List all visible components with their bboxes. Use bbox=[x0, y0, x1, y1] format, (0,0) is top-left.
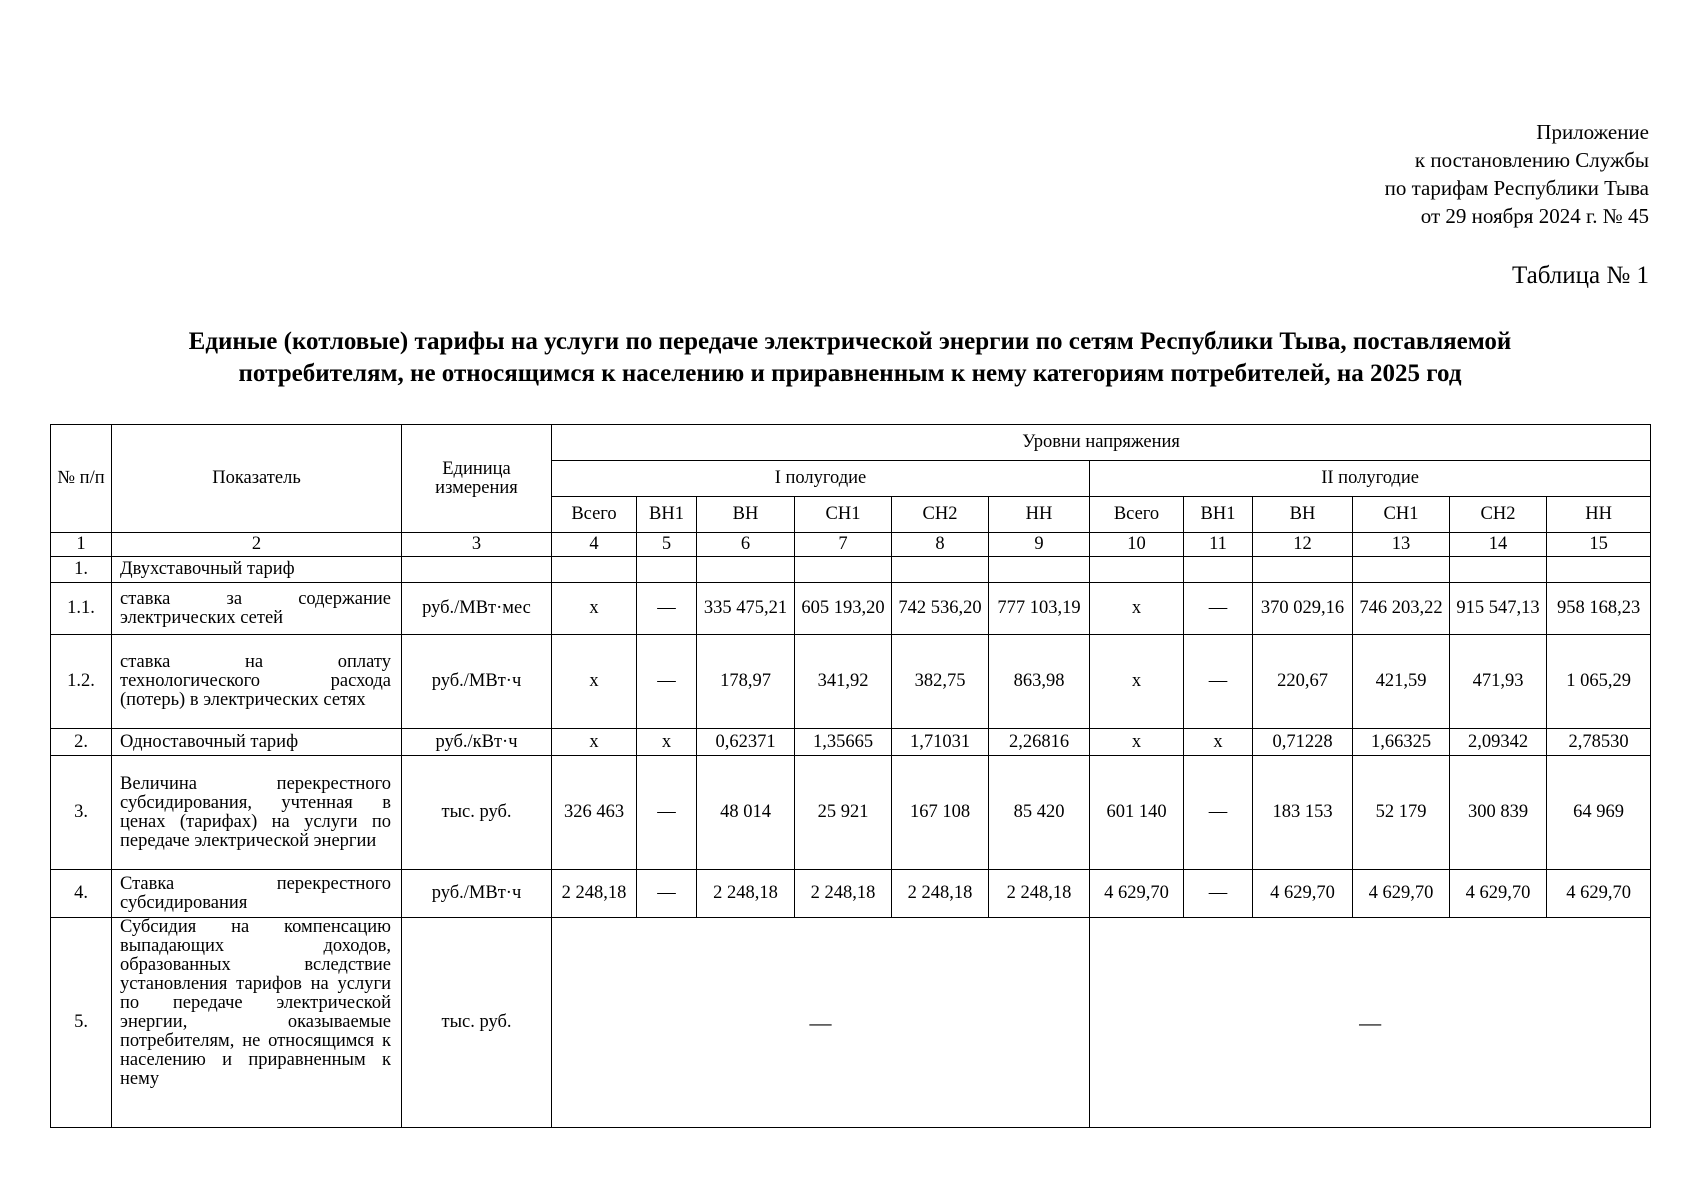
value-cell: 326 463 bbox=[552, 756, 637, 870]
value-cell: 601 140 bbox=[1090, 756, 1184, 870]
row-indicator: Одноставочный тариф bbox=[112, 729, 402, 756]
appendix-line: от 29 ноября 2024 г. № 45 bbox=[1420, 204, 1649, 228]
value-cell: 52 179 bbox=[1353, 756, 1450, 870]
value-cell: 85 420 bbox=[989, 756, 1090, 870]
header-unit: Единица измерения bbox=[402, 425, 552, 533]
appendix-line: Приложение bbox=[1536, 120, 1649, 144]
level-header: НН bbox=[989, 497, 1090, 533]
level-header: ВН bbox=[1253, 497, 1353, 533]
column-number: 2 bbox=[112, 533, 402, 557]
value-cell: 0,71228 bbox=[1253, 729, 1353, 756]
value-cell bbox=[552, 557, 637, 583]
value-cell: 421,59 bbox=[1353, 635, 1450, 729]
value-cell: 4 629,70 bbox=[1450, 870, 1547, 918]
value-cell bbox=[1450, 557, 1547, 583]
column-number: 12 bbox=[1253, 533, 1353, 557]
value-cell: — bbox=[1184, 756, 1253, 870]
value-cell: 4 629,70 bbox=[1353, 870, 1450, 918]
row-unit: руб./МВт·ч bbox=[402, 870, 552, 918]
row-number: 1.2. bbox=[51, 635, 112, 729]
value-cell: 2,09342 bbox=[1450, 729, 1547, 756]
column-number: 6 bbox=[697, 533, 795, 557]
row-number: 1. bbox=[51, 557, 112, 583]
value-cell: х bbox=[1090, 583, 1184, 635]
column-number: 4 bbox=[552, 533, 637, 557]
value-cell bbox=[892, 557, 989, 583]
column-number: 8 bbox=[892, 533, 989, 557]
value-cell: х bbox=[637, 729, 697, 756]
value-cell: 958 168,23 bbox=[1547, 583, 1651, 635]
row-unit: руб./МВт·мес bbox=[402, 583, 552, 635]
value-cell bbox=[1184, 557, 1253, 583]
value-cell: 742 536,20 bbox=[892, 583, 989, 635]
level-header: СН1 bbox=[1353, 497, 1450, 533]
value-cell: 2,26816 bbox=[989, 729, 1090, 756]
value-cell: 4 629,70 bbox=[1090, 870, 1184, 918]
table-row bbox=[51, 756, 1651, 870]
row-number: 2. bbox=[51, 729, 112, 756]
header-num: № п/п bbox=[51, 425, 112, 533]
row-indicator bbox=[112, 918, 402, 1128]
value-cell: 220,67 bbox=[1253, 635, 1353, 729]
column-number: 3 bbox=[402, 533, 552, 557]
tariff-table bbox=[50, 424, 1651, 1128]
value-cell bbox=[637, 557, 697, 583]
document-title bbox=[50, 326, 1650, 390]
row-unit: руб./МВт·ч bbox=[402, 635, 552, 729]
value-cell: 746 203,22 bbox=[1353, 583, 1450, 635]
value-cell: 863,98 bbox=[989, 635, 1090, 729]
value-cell: 48 014 bbox=[697, 756, 795, 870]
row-number: 1.1. bbox=[51, 583, 112, 635]
value-cell: — bbox=[1184, 583, 1253, 635]
header-half1: I полугодие bbox=[552, 461, 1090, 497]
table-row bbox=[51, 918, 1651, 1128]
level-header: Всего bbox=[552, 497, 637, 533]
value-cell: 605 193,20 bbox=[795, 583, 892, 635]
value-cell bbox=[1353, 557, 1450, 583]
value-cell: — bbox=[637, 583, 697, 635]
appendix-line: по тарифам Республики Тыва bbox=[1384, 176, 1649, 200]
value-cell: 2,78530 bbox=[1547, 729, 1651, 756]
row-indicator: ставка на оплату технологического расхода (потерь) в электрических сетях bbox=[112, 635, 402, 729]
value-cell: 2 248,18 bbox=[892, 870, 989, 918]
value-cell: х bbox=[552, 729, 637, 756]
level-header: Всего bbox=[1090, 497, 1184, 533]
row-indicator: Величина перекрестного субсидирования, учтенная в ценах (тарифах) на услуги по передаче электрической энергии bbox=[112, 756, 402, 870]
level-header: НН bbox=[1547, 497, 1651, 533]
value-cell bbox=[1253, 557, 1353, 583]
column-number: 10 bbox=[1090, 533, 1184, 557]
value-cell: — bbox=[1184, 870, 1253, 918]
value-cell: х bbox=[1090, 635, 1184, 729]
row-number: 5. bbox=[51, 918, 112, 1128]
value-cell: 2 248,18 bbox=[795, 870, 892, 918]
column-number: 14 bbox=[1450, 533, 1547, 557]
value-cell bbox=[1547, 557, 1651, 583]
level-header: СН1 bbox=[795, 497, 892, 533]
column-number: 13 bbox=[1353, 533, 1450, 557]
column-number: 11 bbox=[1184, 533, 1253, 557]
header-voltage-levels: Уровни напряжения bbox=[552, 425, 1651, 461]
value-cell: 2 248,18 bbox=[552, 870, 637, 918]
level-header: ВН bbox=[697, 497, 795, 533]
value-cell: 178,97 bbox=[697, 635, 795, 729]
value-cell: 1 065,29 bbox=[1547, 635, 1651, 729]
value-cell: 915 547,13 bbox=[1450, 583, 1547, 635]
half1-merged-value: — bbox=[552, 918, 1090, 1128]
value-cell: 4 629,70 bbox=[1547, 870, 1651, 918]
value-cell bbox=[1090, 557, 1184, 583]
value-cell: 341,92 bbox=[795, 635, 892, 729]
value-cell: — bbox=[637, 870, 697, 918]
value-cell: 64 969 bbox=[1547, 756, 1651, 870]
value-cell: 183 153 bbox=[1253, 756, 1353, 870]
value-cell: х bbox=[1090, 729, 1184, 756]
value-cell: — bbox=[1184, 635, 1253, 729]
table-number: Таблица № 1 bbox=[1511, 262, 1649, 289]
column-number: 1 bbox=[51, 533, 112, 557]
value-cell: 382,75 bbox=[892, 635, 989, 729]
value-cell bbox=[795, 557, 892, 583]
level-header: ВН1 bbox=[637, 497, 697, 533]
value-cell: — bbox=[637, 756, 697, 870]
value-cell: 335 475,21 bbox=[697, 583, 795, 635]
value-cell: 4 629,70 bbox=[1253, 870, 1353, 918]
row-number: 3. bbox=[51, 756, 112, 870]
half2-merged-value: — bbox=[1090, 918, 1651, 1128]
row-unit: руб./кВт·ч bbox=[402, 729, 552, 756]
value-cell bbox=[697, 557, 795, 583]
value-cell: 25 921 bbox=[795, 756, 892, 870]
level-header: СН2 bbox=[892, 497, 989, 533]
row-indicator: Ставка перекрестного субсидирования bbox=[112, 870, 402, 918]
table-row bbox=[51, 635, 1651, 729]
table-row bbox=[51, 557, 1651, 583]
level-header: СН2 bbox=[1450, 497, 1547, 533]
row-unit bbox=[402, 557, 552, 583]
title-line: потребителям, не относящимся к населению и приравненным к нему категориям потребителей, на 2025 год bbox=[238, 360, 1462, 387]
table-row bbox=[51, 583, 1651, 635]
header-indicator: Показатель bbox=[112, 425, 402, 533]
value-cell: 370 029,16 bbox=[1253, 583, 1353, 635]
row-number: 4. bbox=[51, 870, 112, 918]
column-number: 15 bbox=[1547, 533, 1651, 557]
column-number: 7 bbox=[795, 533, 892, 557]
value-cell: — bbox=[637, 635, 697, 729]
row-indicator: Двухставочный тариф bbox=[112, 557, 402, 583]
value-cell: х bbox=[1184, 729, 1253, 756]
appendix-header bbox=[1385, 118, 1649, 230]
title-line: Единые (котловые) тарифы на услуги по передаче электрической энергии по сетям Республики Тыва, поставляемой bbox=[188, 328, 1512, 355]
value-cell: 777 103,19 bbox=[989, 583, 1090, 635]
table-row bbox=[51, 870, 1651, 918]
value-cell: 1,35665 bbox=[795, 729, 892, 756]
value-cell: 300 839 bbox=[1450, 756, 1547, 870]
value-cell: 2 248,18 bbox=[989, 870, 1090, 918]
column-numbers-row bbox=[51, 533, 1651, 557]
row-unit: тыс. руб. bbox=[402, 756, 552, 870]
row-indicator: ставка за содержание электрических сетей bbox=[112, 583, 402, 635]
column-number: 9 bbox=[989, 533, 1090, 557]
value-cell: х bbox=[552, 635, 637, 729]
row-indicator-text: Субсидия на компенсацию выпадающих доходов, образованных вследствие установления тарифов на услуги по передаче электрической энергии, оказываемые потребителям, не относящимся к населению и приравненным к нему bbox=[120, 918, 391, 1089]
value-cell: 2 248,18 bbox=[697, 870, 795, 918]
level-header: ВН1 bbox=[1184, 497, 1253, 533]
value-cell: 167 108 bbox=[892, 756, 989, 870]
value-cell: 471,93 bbox=[1450, 635, 1547, 729]
column-number: 5 bbox=[637, 533, 697, 557]
table-row bbox=[51, 729, 1651, 756]
value-cell: 0,62371 bbox=[697, 729, 795, 756]
appendix-line: к постановлению Службы bbox=[1414, 148, 1649, 172]
row-unit: тыс. руб. bbox=[402, 918, 552, 1128]
value-cell: 1,71031 bbox=[892, 729, 989, 756]
value-cell bbox=[989, 557, 1090, 583]
value-cell: х bbox=[552, 583, 637, 635]
header-half2: II полугодие bbox=[1090, 461, 1651, 497]
value-cell: 1,66325 bbox=[1353, 729, 1450, 756]
